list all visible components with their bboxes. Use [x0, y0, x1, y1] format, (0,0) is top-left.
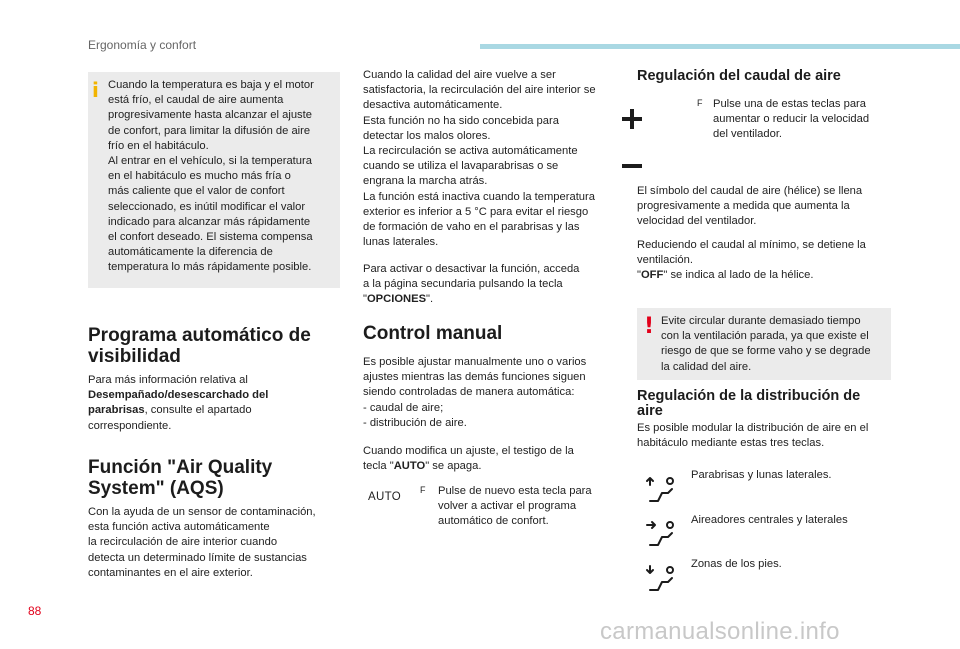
- warning-text: Evite circular durante demasiado tiempo con la ventilación parada, ya que existe el riesgo de que se forme vaho y se degrade la calidad del aire.: [661, 315, 871, 373]
- caudal-instruction: Pulse una de estas teclas para aumentar o reducir la velocidad del ventilador.: [713, 98, 870, 141]
- tip-line: más caliente que el valor de confort: [108, 185, 285, 198]
- manual-text: Es posible ajustar manualmente uno o varios ajustes mientras las demás funciones siguen siendo controladas de manera automática: - caudal de aire; - distribución de aire.: [363, 356, 587, 429]
- minus-icon: [621, 156, 643, 162]
- tip-line: frío en el habitáculo.: [108, 139, 209, 152]
- reduce-text: Reduciendo el caudal al mínimo, se detiene la ventilación. "OFF" se indica al lado de la hélice.: [637, 239, 866, 282]
- feet-distribution-icon: [644, 564, 678, 594]
- info-tip-text: [108, 78, 340, 276]
- option-windscreen-label: Parabrisas y lunas laterales.: [691, 469, 832, 481]
- recirculation-text: Cuando la calidad del aire vuelve a ser satisfactoria, la recirculación del aire interior se desactiva automáticamente. Esta función no ha sido concebida para detectar los malos olores. La recirculación se activa automáticamente cuando se utiliza el lavaparabrisas o se engrana la marcha atrás. La función está inactiva cuando la temperatura exterior es inferior a 5 °C para evitar el riesgo de formación de vaho en el parabrisas y las lunas laterales.: [363, 69, 596, 249]
- auto-instruction: Pulse de nuevo esta tecla para volver a activar el programa automático de confort.: [438, 485, 592, 528]
- info-icon: i: [92, 78, 99, 102]
- tip-line: indicado para alcanzar más rápidamente: [108, 215, 311, 228]
- tip-line: automáticamente la diferencia de: [108, 246, 273, 259]
- caudal-bullet-mark: F: [697, 98, 703, 108]
- heading-manual: Control manual: [363, 323, 503, 344]
- heading-caudal: Regulación del caudal de aire: [637, 68, 841, 84]
- visibility-text: Para más información relativa al Desempañado/desescarchado del parabrisas, consulte el apartado correspondiente.: [88, 374, 269, 432]
- heading-distribution: Regulación de la distribución de aire: [637, 388, 861, 419]
- vents-distribution-icon: [644, 519, 678, 549]
- auto-bullet-mark: F: [420, 485, 426, 495]
- section-title: Ergonomía y confort: [88, 38, 197, 52]
- watermark: carmanualsonline.info: [600, 618, 840, 645]
- tip-line: de confort, para limitar la difusión de aire: [108, 124, 311, 137]
- tip-line: el confort deseado. El sistema compensa: [108, 231, 313, 244]
- modify-text: Cuando modifica un ajuste, el testigo de la tecla "AUTO" se apaga.: [363, 445, 574, 473]
- tip-line: está frío, el caudal de aire aumenta: [108, 94, 284, 107]
- symbol-text: El símbolo del caudal de aire (hélice) se llena progresivamente a medida que aumenta la velocidad del ventilador.: [637, 185, 863, 228]
- warning-icon: !: [644, 314, 655, 339]
- option-feet-label: Zonas de los pies.: [691, 558, 782, 570]
- tip-line: temperatura lo más rápidamente posible.: [108, 261, 312, 274]
- tip-line: seleccionado, es inútil modificar el valor: [108, 200, 306, 213]
- tip-line: progresivamente hasta alcanzar el ajuste: [108, 109, 312, 122]
- tip-line: Cuando la temperatura es baja y el motor: [108, 79, 314, 91]
- option-vents-label: Aireadores centrales y laterales: [691, 514, 848, 526]
- aqs-text: Con la ayuda de un sensor de contaminación, esta función activa automáticamente la recirculación de aire interior cuando detecta un determinado límite de sustancias contaminantes en el aire exterior.: [88, 506, 316, 579]
- windscreen-distribution-icon: [644, 475, 678, 505]
- page-number: 88: [28, 604, 42, 618]
- auto-button-icon: AUTO: [368, 491, 401, 503]
- tip-line: en el habitáculo es mucho más fría o: [108, 170, 291, 183]
- heading-visibility: Programa automático de visibilidad: [88, 325, 311, 367]
- activate-text: Para activar o desactivar la función, acceda a la página secundaria pulsando la tecla "OPCIONES".: [363, 263, 580, 306]
- plus-icon: [621, 108, 643, 130]
- heading-aqs: Función "Air Quality System" (AQS): [88, 457, 273, 499]
- header-accent-bar: [480, 44, 960, 49]
- tip-line: Al entrar en el vehículo, si la temperatura: [108, 155, 312, 168]
- distribution-text: Es posible modular la distribución de aire en el habitáculo mediante estas tres teclas.: [637, 422, 869, 450]
